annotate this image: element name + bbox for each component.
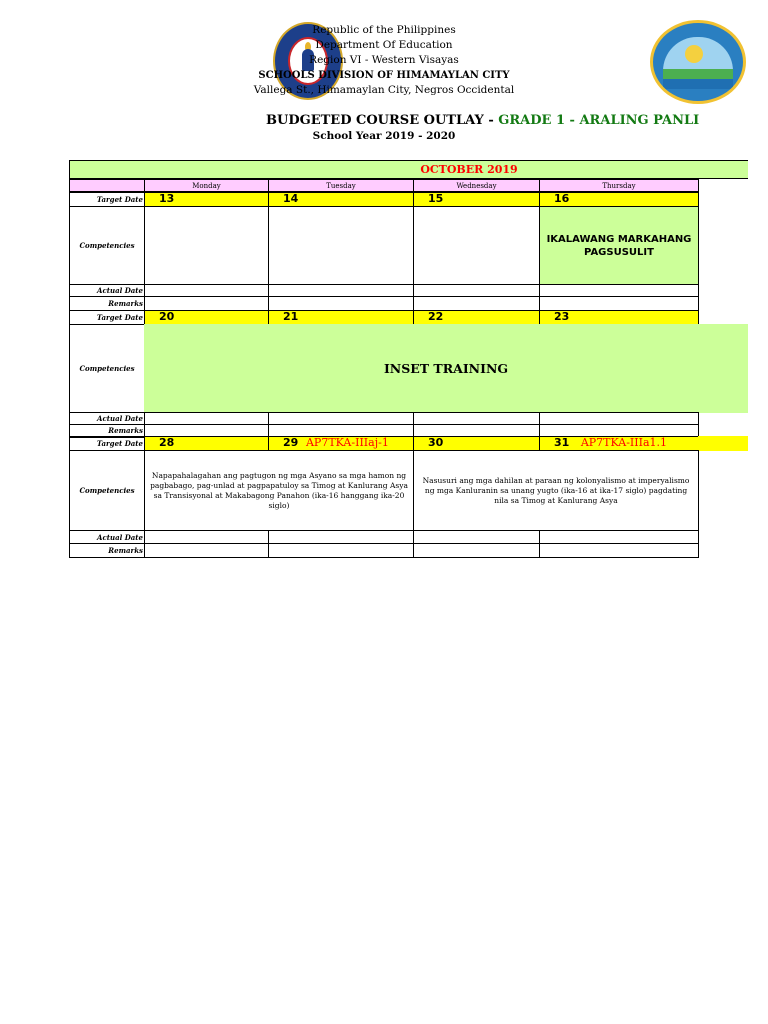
day-header-wednesday: Wednesday [413, 179, 540, 192]
date-cell: 13 [144, 192, 269, 207]
date-cell: 28 [144, 436, 269, 451]
remarks-cell [413, 296, 540, 311]
date-cell: 22 [413, 310, 540, 325]
remarks-cell [268, 543, 414, 558]
competency-code: AP7TKA-IIIa1.1 [580, 436, 668, 449]
competency-cell [144, 206, 269, 285]
target-date-label: Target Date [69, 310, 145, 325]
date-cell: 21 [268, 310, 414, 325]
date-cell: 15 [413, 192, 540, 207]
date-cell [539, 436, 699, 451]
title-prefix: BUDGETED COURSE OUTLAY - [266, 113, 499, 128]
actual-date-cell [144, 530, 269, 544]
day-header-blank [69, 179, 145, 192]
day-header-monday: Monday [144, 179, 269, 192]
school-year: School Year 2019 - 2020 [312, 130, 456, 142]
remarks-label: Remarks [69, 424, 145, 437]
actual-date-label: Actual Date [69, 412, 145, 425]
date-cell: 23 [539, 310, 699, 325]
remarks-cell [539, 296, 699, 311]
header-line-2: Department Of Education [315, 39, 453, 51]
title-grade-subject: GRADE 1 - ARALING PANLI [498, 113, 700, 128]
competency-cell [413, 206, 540, 285]
target-date-label: Target Date [69, 192, 145, 207]
competencies-label: Competencies [69, 206, 145, 285]
remarks-cell [144, 296, 269, 311]
division-name: SCHOOLS DIVISION OF HIMAMAYLAN CITY [258, 70, 510, 81]
actual-date-label: Actual Date [69, 284, 145, 297]
date-cell: 14 [268, 192, 414, 207]
actual-date-cell [539, 530, 699, 544]
competency-code: AP7TKA-IIIaj-1 [305, 436, 389, 449]
date-cell [268, 436, 414, 451]
exam-note: IKALAWANG MARKAHANG PAGSUSULIT [539, 206, 699, 285]
remarks-cell [539, 543, 699, 558]
target-date-label: Target Date [69, 436, 145, 451]
actual-date-label: Actual Date [69, 530, 145, 544]
actual-date-cell [413, 530, 540, 544]
date-cell: 20 [144, 310, 269, 325]
remarks-label: Remarks [69, 543, 145, 558]
day-header-thursday: Thursday [539, 179, 699, 192]
competency-cell [268, 206, 414, 285]
remarks-cell [144, 543, 269, 558]
letterhead [0, 23, 768, 98]
month-banner: OCTOBER 2019 [69, 160, 748, 179]
header-line-1: Republic of the Philippines [312, 24, 456, 36]
date-cell: 30 [413, 436, 540, 451]
competency-text: Napapahalagahan ang pagtugon ng mga Asyano sa mga hamon ng pagbabago, pag-unlad at pagpapatuloy sa Timog at Kanlurang Asya sa Transisyonal at Makabagong Panahon (ika-16 hanggang ika-20 siglo) [144, 450, 414, 531]
division-address: Vallega St., Himamaylan City, Negros Occidental [253, 84, 515, 96]
date-number: 29 [283, 436, 299, 449]
competency-text: Nasusuri ang mga dahilan at paraan ng kolonyalismo at imperyalismo ng mga Kanluranin sa unang yugto (ika-16 at ika-17 siglo) pagdating nila sa Timog at Kanlurang Asya [413, 450, 699, 531]
competencies-label: Competencies [69, 324, 145, 413]
day-header-tuesday: Tuesday [268, 179, 414, 192]
date-cell: 16 [539, 192, 699, 207]
inset-training-banner: INSET TRAINING [144, 324, 748, 413]
remarks-label: Remarks [69, 296, 145, 311]
actual-date-cell [268, 530, 414, 544]
date-row-overflow [698, 436, 748, 451]
header-line-3: Region VI - Western Visayas [309, 54, 459, 66]
page-title [266, 113, 699, 128]
date-number: 31 [554, 436, 570, 449]
remarks-cell [268, 296, 414, 311]
remarks-cell [413, 543, 540, 558]
competencies-label: Competencies [69, 450, 145, 531]
